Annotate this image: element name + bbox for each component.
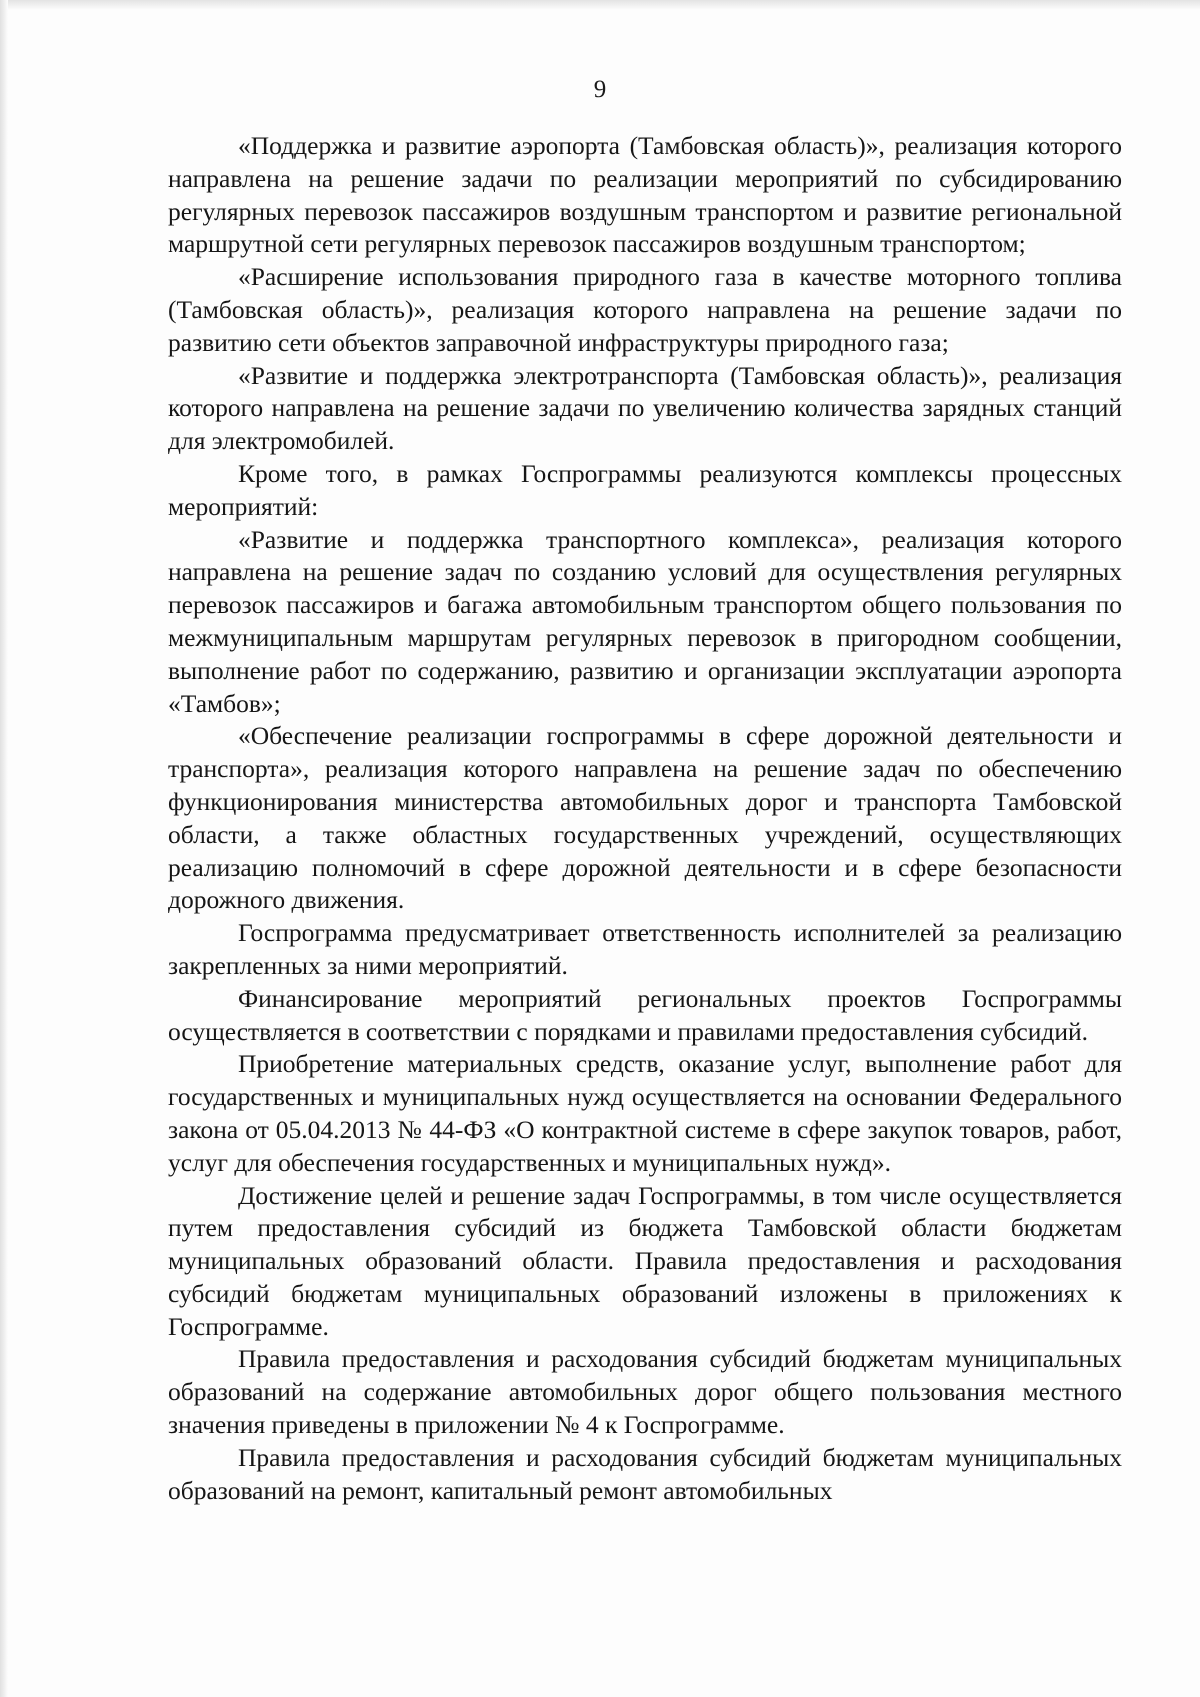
paragraph: «Расширение использования природного газа в качестве моторного топлива (Тамбовская область)», реализация которого направлена на решение задачи по развитию сети объектов заправочной инфраструктуры природного газа;	[168, 262, 1122, 357]
document-body	[168, 130, 1122, 1507]
paragraph: Достижение целей и решение задач Госпрограммы, в том числе осуществляется путем предоставления субсидий из бюджета Тамбовской области бюджетам муниципальных образований области. Правила предоставления и расходования субсидий бюджетам муниципальных образований изложены в приложениях к Госпрограмме.	[168, 1180, 1122, 1341]
paragraph: Кроме того, в рамках Госпрограммы реализуются комплексы процессных мероприятий:	[168, 458, 1122, 521]
scan-edge-top	[0, 0, 1200, 10]
scan-edge-left	[0, 0, 8, 1697]
page-number: 9	[593, 76, 607, 103]
paragraph: Госпрограмма предусматривает ответственность исполнителей за реализацию закрепленных за ними мероприятий.	[168, 918, 1122, 980]
paragraph: «Развитие и поддержка электротранспорта (Тамбовская область)», реализация которого направлена на решение задачи по увеличению количества зарядных станций для электромобилей.	[168, 360, 1122, 456]
paragraph: «Обеспечение реализации госпрограммы в сфере дорожной деятельности и транспорта», реализация которого направлена на решение задач по обеспечению функционирования министерства автомобильных дорог и транспорта Тамбовской области, а также областных государственных учреждений, осуществляющих реализацию полномочий в сфере дорожной деятельности и в сфере безопасности дорожного движения.	[168, 721, 1122, 915]
paragraph: Финансирование мероприятий региональных проектов Госпрограммы осуществляется в соответствии с порядками и правилами предоставления субсидий.	[168, 983, 1122, 1046]
paragraph: Правила предоставления и расходования субсидий бюджетам муниципальных образований на ремонт, капитальный ремонт автомобильных	[168, 1442, 1122, 1505]
paragraph: «Поддержка и развитие аэропорта (Тамбовская область)», реализация которого направлена на решение задачи по реализации мероприятий по субсидированию регулярных перевозок пассажиров воздушным транспортом и развитие региональной маршрутной сети регулярных перевозок пассажиров воздушным транспортом;	[168, 131, 1122, 259]
paragraph: Правила предоставления и расходования субсидий бюджетам муниципальных образований на содержание автомобильных дорог общего пользования местного значения приведены в приложении № 4 к Госпрограмме.	[168, 1344, 1122, 1440]
paragraph: «Развитие и поддержка транспортного комплекса», реализация которого направлена на решение задач по созданию условий для осуществления регулярных перевозок пассажиров и багажа автомобильным транспортом общего пользования по межмуниципальным маршрутам регулярных перевозок в пригородном сообщении, выполнение работ по содержанию, развитию и организации эксплуатации аэропорта «Тамбов»;	[168, 524, 1122, 718]
paragraph: Приобретение материальных средств, оказание услуг, выполнение работ для государственных и муниципальных нужд осуществляется на основании Федерального закона от 05.04.2013 № 44-ФЗ «О контрактной системе в сфере закупок товаров, работ, услуг для обеспечения государственных и муниципальных нужд».	[168, 1049, 1122, 1177]
